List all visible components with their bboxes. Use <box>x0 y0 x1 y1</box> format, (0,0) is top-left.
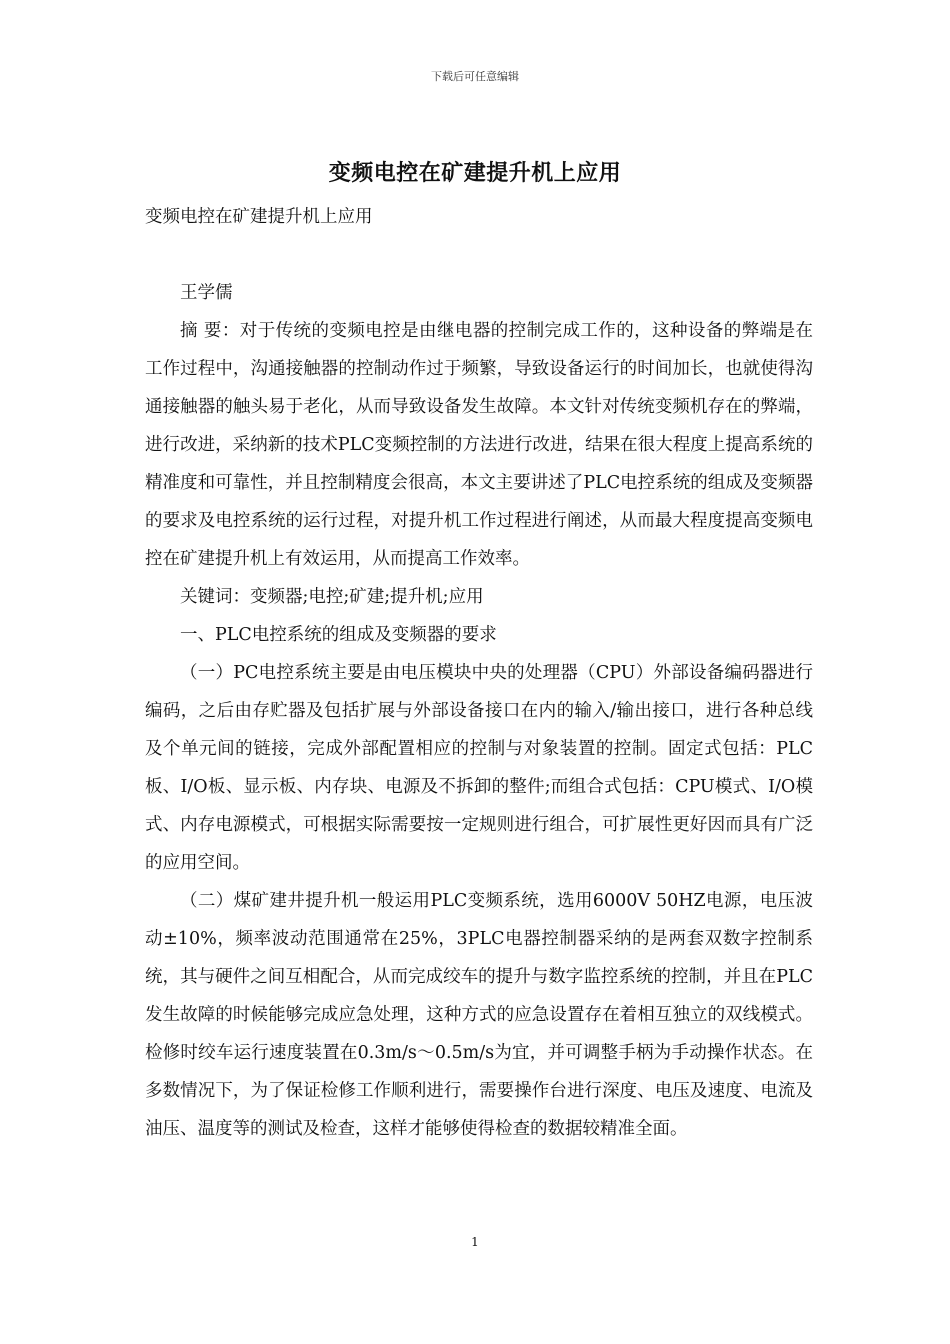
spacer <box>145 236 813 274</box>
header-note: 下载后可任意编辑 <box>431 70 519 83</box>
keywords-line: 关键词：变频器;电控;矿建;提升机;应用 <box>180 587 484 607</box>
section-heading: 一、PLC电控系统的组成及变频器的要求 <box>180 625 497 645</box>
body-paragraph: （二）煤矿建井提升机一般运用PLC变频系统，选用6000V 50HZ电源，电压波动±10%，频率波动范围通常在25%，3PLC电器控制器采纳的是两套双数字控制系统，其与硬件之间互相配合，从而完成绞车的提升与数字监控系统的控制，并且在PLC发生故障的时候能够完成应急处理，这种方式的应急设置存在着相互独立的双线模式。检修时绞车运行速度装置在0.3m/s～0.5m/s为宜，并可调整手柄为手动操作状态。在多数情况下，为了保证检修工作顺利进行，需要操作台进行深度、电压及速度、电流及油压、温度等的测试及检查，这样才能够使得检查的数据较精准全面。 <box>145 891 813 1139</box>
document-title: 变频电控在矿建提升机上应用 <box>328 160 622 186</box>
page-number: 1 <box>471 1235 479 1249</box>
document-body <box>145 198 813 1148</box>
document-subtitle: 变频电控在矿建提升机上应用 <box>145 207 373 227</box>
author-name: 王学儒 <box>180 283 233 303</box>
abstract-paragraph: 摘 要：对于传统的变频电控是由继电器的控制完成工作的，这种设备的弊端是在工作过程中，沟通接触器的控制动作过于频繁，导致设备运行的时间加长，也就使得沟通接触器的触头易于老化，从而导致设备发生故障。本文针对传统变频机存在的弊端，进行改进，采纳新的技术PLC变频控制的方法进行改进，结果在很大程度上提高系统的精准度和可靠性，并且控制精度会很高，本文主要讲述了PLC电控系统的组成及变频器的要求及电控系统的运行过程，对提升机工作过程进行阐述，从而最大程度提高变频电控在矿建提升机上有效运用，从而提高工作效率。 <box>145 321 813 569</box>
body-paragraph: （一）PC电控系统主要是由电压模块中央的处理器（CPU）外部设备编码器进行编码，之后由存贮器及包括扩展与外部设备接口在内的输入/输出接口，进行各种总线及个单元间的链接，完成外部配置相应的控制与对象装置的控制。固定式包括：PLC板、I/O板、显示板、内存块、电源及不拆卸的整件;而组合式包括：CPU模式、I/O模式、内存电源模式，可根据实际需要按一定规则进行组合，可扩展性更好因而具有广泛的应用空间。 <box>145 663 813 873</box>
